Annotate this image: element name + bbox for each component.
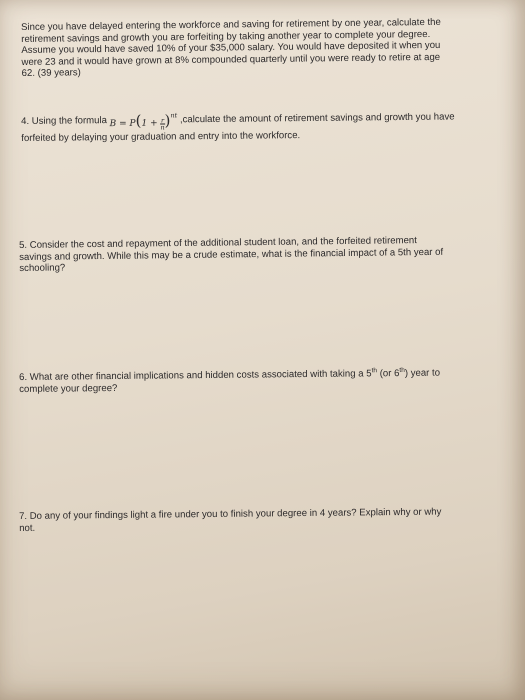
formula-exponent: nt: [170, 111, 178, 120]
intro-line: retirement savings and growth you are forfeiting by taking another year to complete your degree.: [21, 28, 431, 45]
question-7-line: not.: [19, 522, 36, 534]
question-4-suffix: ,calculate the amount of retirement savings and growth you have: [177, 111, 455, 126]
intro-line: 62. (39 years): [21, 67, 81, 80]
intro-paragraph: [21, 16, 502, 80]
question-5: [19, 234, 509, 275]
question-6: [19, 364, 509, 395]
formula-one: 1 +: [141, 118, 161, 129]
question-6-text-b: (or 6: [376, 368, 400, 380]
question-7-line: 7. Do any of your findings light a fire under you to finish your degree in 4 years? Explain why or why: [19, 506, 442, 522]
ordinal-suffix: th: [371, 367, 378, 375]
question-5-line: schooling?: [19, 262, 66, 275]
question-6-text-c: ) year to: [404, 367, 441, 379]
question-4: [21, 107, 511, 144]
intro-line: Since you have delayed entering the workforce and saving for retirement by one year, calculate the: [21, 16, 441, 33]
formula-denominator: n: [160, 123, 165, 132]
question-7: [19, 506, 509, 534]
formula-numerator: r: [160, 116, 165, 125]
question-6-line-2: complete your degree?: [19, 382, 118, 395]
intro-line: Assume you would have saved 10% of your $35,000 salary. You would have deposited it when you: [21, 40, 441, 57]
ordinal-suffix: th: [399, 366, 405, 375]
question-6-text-a: 6. What are other financial implications and hidden costs associated with taking a 5: [19, 368, 372, 383]
question-5-line: savings and growth. While this may be a crude estimate, what is the financial impact of a 5th year of: [19, 246, 444, 263]
formula-lhs: B = P: [109, 118, 136, 130]
question-4-prefix: 4. Using the formula: [21, 115, 110, 127]
question-5-line: 5. Consider the cost and repayment of the additional student loan, and the forfeited retirement: [19, 235, 417, 251]
compound-interest-formula: B = P(1 + $\frac{r}{n}$ )$^{nt}$: [109, 111, 178, 132]
intro-line: were 23 and it would have grown at 8% compounded quarterly until you were ready to retire at age: [21, 51, 441, 68]
question-4-line-2: forfeited by delaying your graduation and entry into the workforce.: [21, 129, 301, 144]
